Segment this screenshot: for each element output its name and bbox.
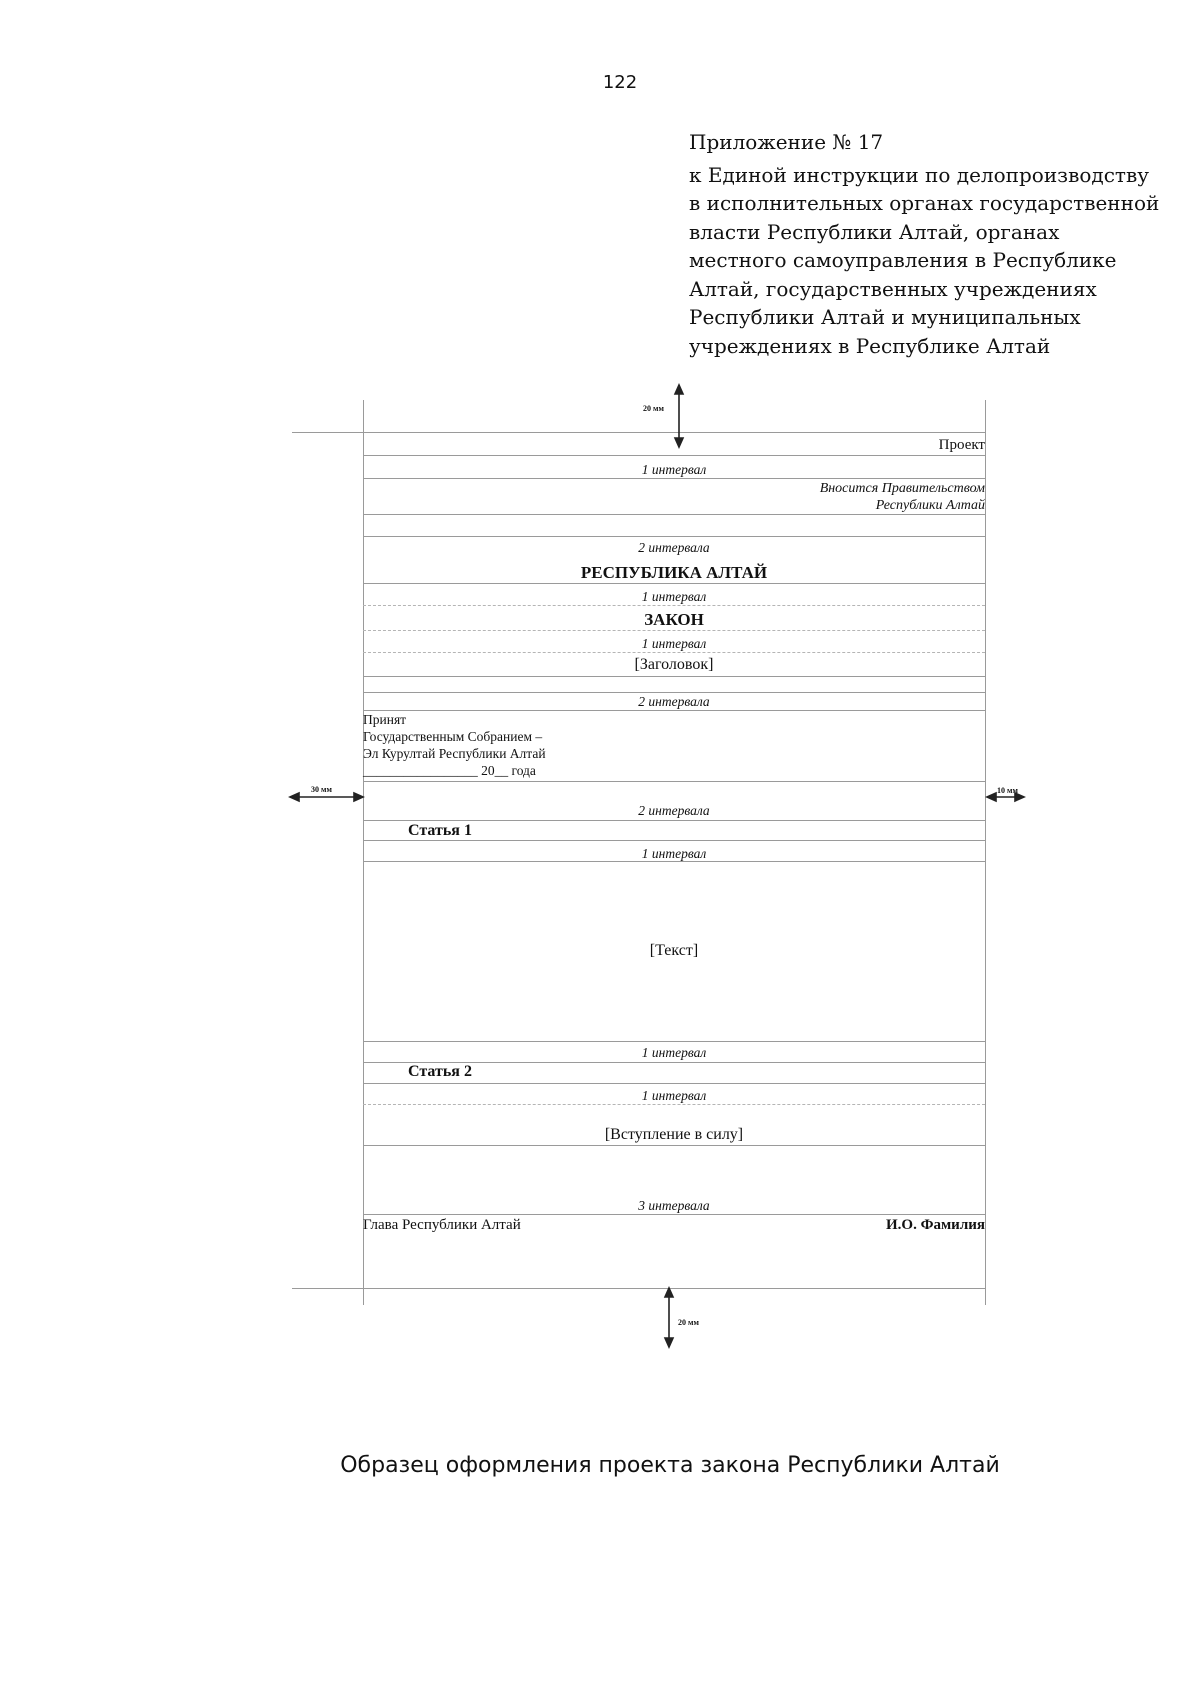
- appendix-line: в исполнительных органах государственной: [689, 191, 1160, 215]
- submitted-by-line: Вносится Правительством: [819, 481, 985, 496]
- adopted-line: Принят: [363, 712, 407, 727]
- republic-title: РЕСПУБЛИКА АЛТАЙ: [580, 563, 768, 582]
- adopted-line: Государственным Собранием –: [363, 729, 543, 744]
- appendix-line: власти Республики Алтай, органах: [689, 219, 1060, 244]
- left-margin-label: 30 мм: [311, 785, 332, 794]
- interval-label: 2 интервала: [638, 803, 710, 818]
- interval-label: 1 интервал: [641, 589, 707, 604]
- adopted-line: Эл Курултай Республики Алтай: [363, 746, 546, 761]
- heading-placeholder: [Заголовок]: [634, 656, 714, 673]
- appendix-line: учреждениях в Республике Алтай: [689, 333, 1051, 358]
- right-margin-label: 10 мм: [997, 786, 1018, 795]
- page-number: 122: [602, 72, 638, 93]
- text-placeholder: [Текст]: [649, 942, 699, 959]
- interval-label: 2 интервала: [638, 694, 710, 709]
- article-1-heading: Статья 1: [408, 822, 472, 839]
- interval-label: 1 интервал: [641, 462, 707, 477]
- signature-position: Глава Республики Алтай: [363, 1217, 521, 1233]
- article-2-heading: Статья 2: [408, 1063, 472, 1080]
- interval-label: 1 интервал: [641, 846, 707, 861]
- interval-label: 3 интервала: [638, 1198, 710, 1213]
- appendix-title: Приложение № 17: [689, 130, 884, 154]
- submitted-by-line: Республики Алтай: [875, 498, 985, 513]
- appendix-line: к Единой инструкции по делопроизводству: [689, 162, 1149, 187]
- adopted-line: _________________ 20__ года: [363, 763, 536, 778]
- signature-name: И.О. Фамилия: [885, 1217, 985, 1233]
- interval-label: 1 интервал: [641, 636, 707, 651]
- document-caption: Образец оформления проекта закона Республики Алтай: [340, 1453, 1000, 1478]
- interval-label: 1 интервал: [641, 1088, 707, 1103]
- interval-label: 1 интервал: [641, 1045, 707, 1060]
- law-title: ЗАКОН: [644, 610, 704, 629]
- bottom-margin-label: 20 мм: [678, 1318, 699, 1327]
- appendix-line: Алтай, государственных учреждениях: [689, 276, 1097, 301]
- entry-into-force-placeholder: [Вступление в силу]: [604, 1126, 744, 1143]
- project-label: Проект: [938, 437, 985, 453]
- top-margin-label: 20 мм: [643, 404, 664, 413]
- interval-label: 2 интервала: [638, 540, 710, 555]
- appendix-line: Республики Алтай и муниципальных: [689, 305, 1081, 329]
- appendix-line: местного самоуправления в Республике: [689, 248, 1117, 272]
